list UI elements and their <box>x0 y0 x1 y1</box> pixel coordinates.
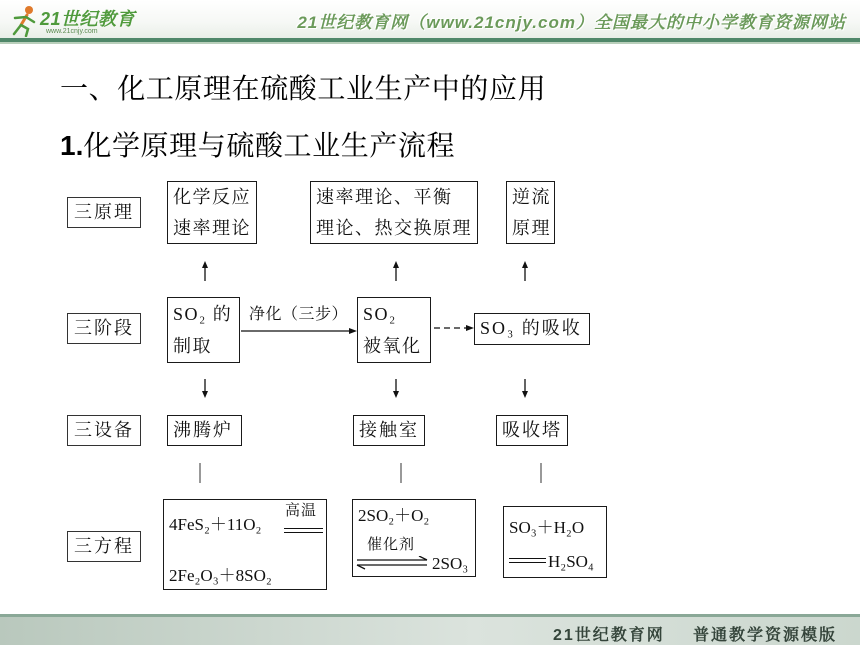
subheading-text: 化学原理与硫酸工业生产流程 <box>83 130 456 161</box>
equipment-box-contact-chamber <box>353 415 425 446</box>
equation-box <box>352 499 476 577</box>
equipment-label: 接触室 <box>359 420 419 440</box>
double-line-icon <box>284 528 323 533</box>
down-arrow-icon <box>393 379 399 398</box>
row-label-principles: 三原理 <box>67 197 141 228</box>
equation-products: H₂SO₄ <box>548 552 594 571</box>
up-arrow-icon <box>202 261 208 281</box>
principle-line: 速率理论 <box>173 218 251 238</box>
footer-site-name: 21世纪教育网 <box>553 627 665 644</box>
slide-subheading <box>60 130 455 162</box>
row-label-equipment: 三设备 <box>67 415 141 446</box>
equation-reactants: 2SO₂＋O₂ <box>358 506 430 525</box>
row-label-equations: 三方程 <box>67 531 141 562</box>
equation-products: 2SO₃ <box>432 554 469 573</box>
logo-text: 21世纪教育 <box>40 9 136 29</box>
dashed-right-arrow-icon <box>434 325 474 331</box>
subheading-number: 1. <box>60 130 84 161</box>
stage-box-so2-production <box>167 297 240 363</box>
stage-box-so3-absorption <box>474 313 590 345</box>
principle-box <box>506 181 555 244</box>
runner-logo-icon <box>6 3 40 37</box>
equation-condition: 高温 <box>285 503 318 519</box>
stage-line: SO₂ 的 <box>173 304 233 324</box>
equation-reactants: SO₃＋H₂O <box>509 518 585 537</box>
stage-box-so2-oxidation <box>357 297 431 363</box>
stage-line: 制取 <box>173 336 212 356</box>
stage-line: 被氧化 <box>363 336 422 356</box>
equation-condition: 催化剂 <box>367 537 416 553</box>
down-arrow-icon <box>202 379 208 398</box>
equation-box <box>503 506 607 578</box>
row-label-stages: 三阶段 <box>67 313 141 344</box>
principle-box <box>167 181 257 244</box>
down-arrow-icon <box>522 379 528 398</box>
purification-label: 净化（三步） <box>249 306 349 323</box>
right-arrow-icon <box>241 328 357 334</box>
equation-products: 2Fe₂O₃＋8SO₂ <box>169 566 272 585</box>
principle-line: 理论、热交换原理 <box>316 218 472 238</box>
logo-url: www.21cnjy.com <box>46 28 98 35</box>
equation-reactants: 4FeS₂＋11O₂ <box>169 515 262 534</box>
principle-line: 速率理论、平衡 <box>316 187 453 207</box>
slide-heading: 一、化工原理在硫酸工业生产中的应用 <box>60 73 547 104</box>
equipment-label: 沸腾炉 <box>173 420 233 440</box>
principle-line: 逆流 <box>512 187 551 207</box>
reversible-arrow-icon <box>355 556 429 570</box>
equipment-box-furnace <box>167 415 242 446</box>
site-banner: 21世纪教育网（www.21cnjy.com）全国最大的中小学教育资源网站 <box>297 13 846 32</box>
footer-template-name: 普通教学资源模版 <box>693 627 838 644</box>
equipment-box-absorption-tower <box>496 415 568 446</box>
principle-box <box>310 181 478 244</box>
principle-line: 原理 <box>512 218 551 238</box>
header-rule-highlight <box>0 42 860 44</box>
site-header <box>0 0 860 38</box>
up-arrow-icon <box>522 261 528 281</box>
site-footer <box>0 617 860 645</box>
stage-line: SO₃ 的吸收 <box>480 318 582 338</box>
double-line-icon <box>509 558 546 563</box>
equation-box <box>163 499 327 590</box>
up-arrow-icon <box>393 261 399 281</box>
stage-line: SO₂ <box>363 304 397 324</box>
equipment-label: 吸收塔 <box>502 420 562 440</box>
principle-line: 化学反应 <box>173 187 251 207</box>
